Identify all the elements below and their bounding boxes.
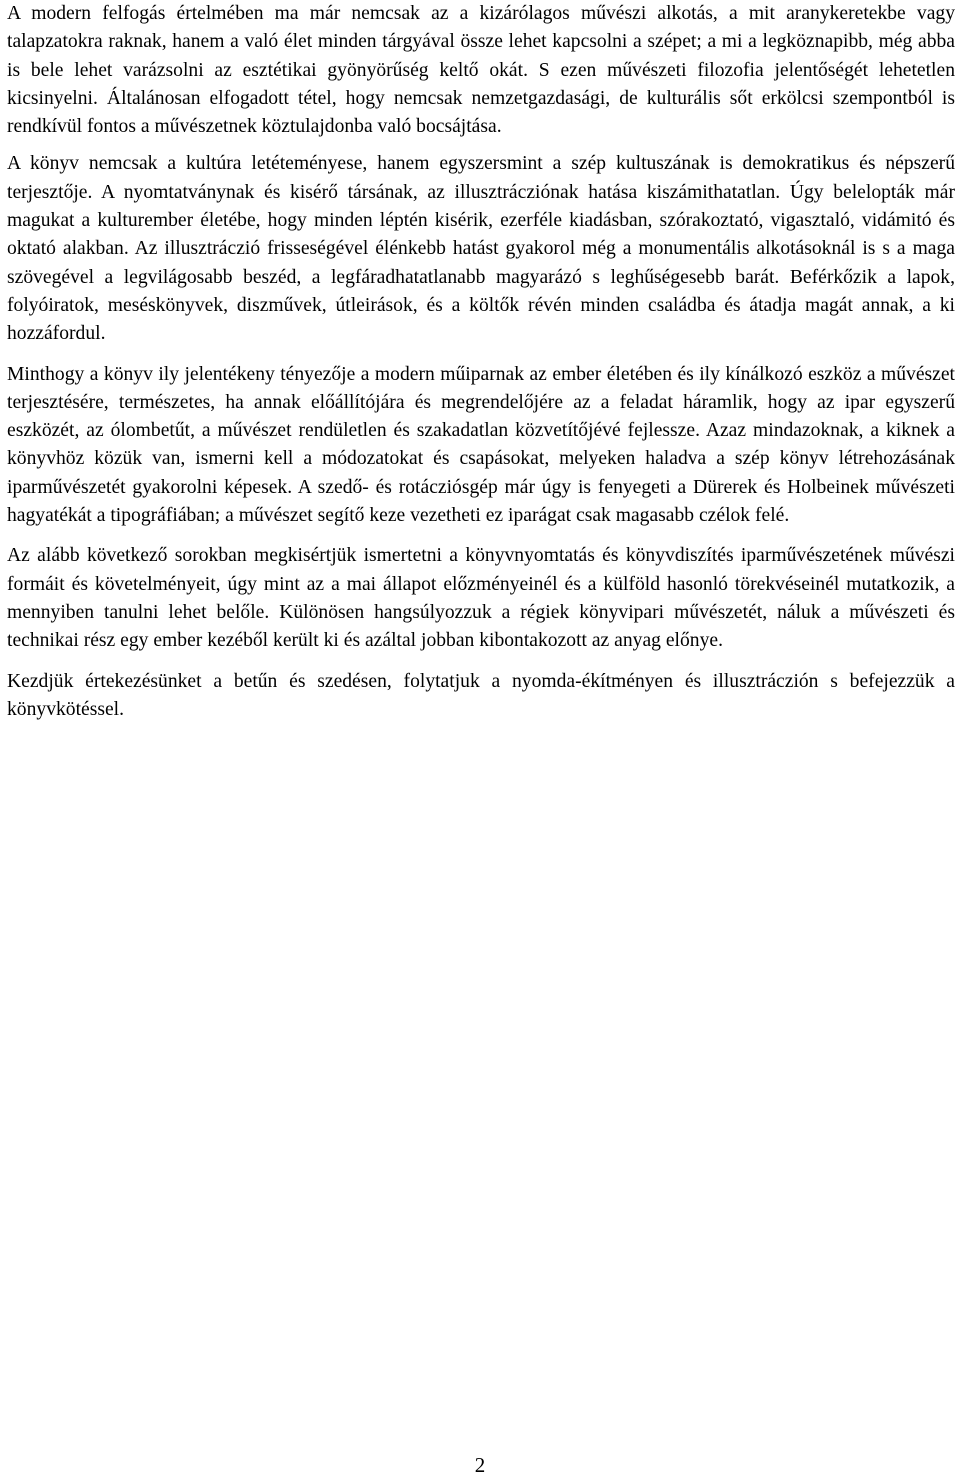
page-number: 2 [474,1453,486,1477]
paragraph-3: Minthogy a könyv ily jelentékeny tényezője a modern műiparnak az ember életében és ily kínálkozó eszköz a művészet terjesztésére, természetes, ha annak előállítójára és megrendelőjére az a feladat háramlik, hogy az ipar egyszerű eszközét, az ólombetűt, a művészet rendületlen és szakadatlan közvetítőjévé fejlessze. Azaz mindazoknak, a kiknek a könyvhöz közük van, ismerni kell a módozatokat és csapásokat, melyeken haladva a szép könyv létrehozásának iparművészetét gyakorolni képesek. A szedő- és rotácziósgép már úgy is fenyegeti a Dürerek és Holbeinek művészeti hagyatékát a tipográfiában; a művészet segítő keze vezetheti ez iparágat csak magasabb czélok felé. [7,363,955,527]
paragraph-4: Az alább következő sorokban megkisértjük ismertetni a könyvnyomtatás és könyvdiszítés iparművészetének művészi formáit és követelményeit, úgy mint az a mai állapot előzményeinél és a külföld hasonló törekvéseinél mutatkozik, a mennyiben tanulni lehet belőle. Különösen hangsúlyozzuk a régiek könyvipari művészetét, náluk a művészeti és technikai rész egy ember kezéből került ki és azáltal jobban kibontakozott az anyag előnye. [7,545,955,652]
paragraph-1: A modern felfogás értelmében ma már nemcsak az a kizárólagos művészi alkotás, a mit aranykeretekbe vagy talapzatokra raknak, hanem a való élet minden tárgyával össze lehet kapcsolni a szépet; a mi a legköznapibb, még abba is bele lehet varázsolni az esztétikai gyönyörűség keltő okát. S ezen művészeti filozofia jelentőségét lehetetlen kicsinyelni. Általánosan elfogadott tétel, hogy nemcsak nemzetgazdasági, de kulturális sőt erkölcsi szempontból is rendkívül fontos a művészetnek köztulajdonba való bocsájtása. [7,3,955,138]
paragraph-5: Kezdjük értekezésünket a betűn és szedésen, folytatjuk a nyomda-ékítményen és illusztráczión s befejezzük a könyvkötéssel. [7,670,955,720]
paragraph-2: A könyv nemcsak a kultúra letéteményese, hanem egyszersmint a szép kultuszának is demokratikus és népszerű terjesztője. A nyomtatványnak és kisérő társának, az illusztrácziónak hatása kiszámithatatlan. Úgy belelopták már magukat a kulturember életébe, hogy minden léptén kisérik, ezerféle kiadásban, szórakoztató, vigasztaló, vidámitó és oktató alakban. Az illusztráczió frisseségével élénkebb hatást gyakorol még a monumentális alkotásoknál is s a maga szövegével a legvilágosabb beszéd, a legfáradhatatlanabb magyarázó s leghűségesebb barát. Beférkőzik a lapok, folyóiratok, meséskönyvek, diszművek, útleirások, és a költők révén minden családba és átadja magát annak, a ki hozzáfordul. [7,153,955,345]
body-text [7,0,955,724]
